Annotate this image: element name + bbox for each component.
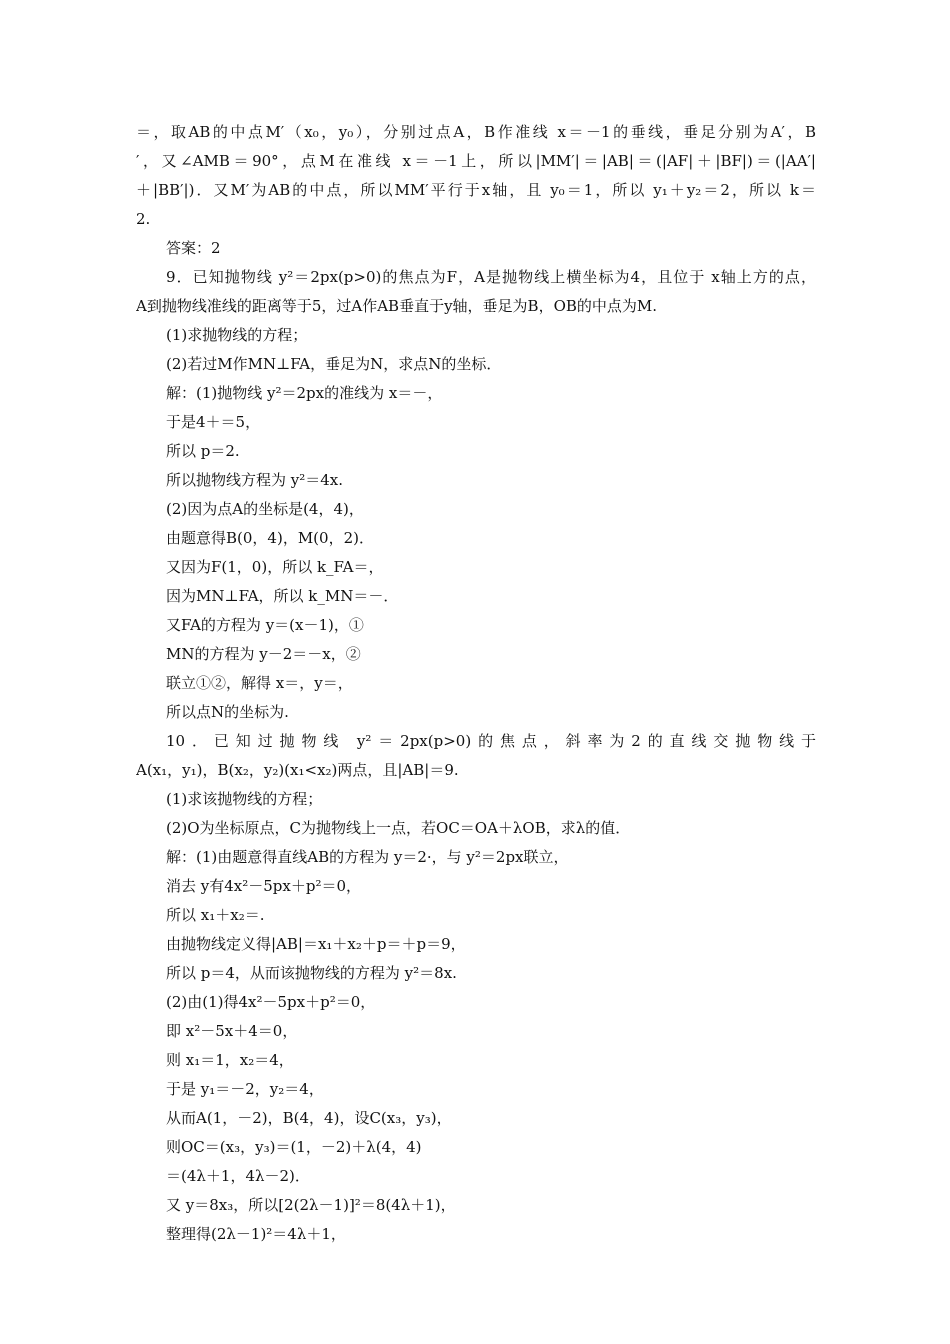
solution-line: 解：(1)由题意得直线AB的方程为 y＝2·，与 y²＝2px联立， (166, 848, 569, 866)
problem-10-part-2: (2)O为坐标原点，C为抛物线上一点，若OC＝OA＋λOB，求λ的值． (166, 819, 631, 837)
text-line: 2. (136, 210, 151, 228)
solution-line: 由抛物线定义得|AB|＝x₁＋x₂＋p＝＋p＝9， (166, 935, 466, 953)
problem-9-statement: 9．已知抛物线 y²＝2px(p>0)的焦点为F，A是抛物线上横坐标为4，且位于 x轴上方的点， (166, 268, 816, 286)
text-line: ＋|BB′|)．又M′为AB的中点，所以MM′平行于x轴，且 y₀＝1，所以 y₁＋y₂＝2，所以 k＝ (136, 181, 816, 199)
solution-line: 则 x₁＝1，x₂＝4， (166, 1051, 294, 1069)
solution-line: 又因为F(1，0)，所以 k_FA＝， (166, 558, 384, 576)
solution-line: 消去 y有4x²－5px＋p²＝0， (166, 877, 362, 895)
solution-line: 于是 y₁＝－2，y₂＝4， (166, 1080, 324, 1098)
solution-line: 联立①②，解得 x＝，y＝， (166, 674, 353, 692)
solution-line: (2)由(1)得4x²－5px＋p²＝0， (166, 993, 376, 1011)
solution-line: 又 y＝8x₃，所以[2(2λ－1)]²＝8(4λ＋1)， (166, 1196, 456, 1214)
text-line: ′，又∠AMB＝90°，点M在准线 x＝－1上，所以|MM′|＝|AB|＝(|AF|＋|BF|)＝(|AA′| (136, 152, 816, 170)
problem-9-part-2: (2)若过M作MN⊥FA，垂足为N，求点N的坐标． (166, 355, 502, 373)
solution-line: 所以 x₁＋x₂＝. (166, 906, 265, 924)
solution-line: 从而A(1，－2)，B(4，4)，设C(x₃，y₃)， (166, 1109, 452, 1127)
solution-line: 因为MN⊥FA，所以 k_MN＝－． (166, 587, 399, 605)
solution-line: 由题意得B(0，4)，M(0，2)． (166, 529, 374, 547)
solution-line: 解：(1)抛物线 y²＝2px的准线为 x＝－， (166, 384, 443, 402)
solution-line: 所以点N的坐标为. (166, 703, 289, 721)
solution-line: 于是4＋＝5， (166, 413, 261, 431)
problem-10-part-1: (1)求该抛物线的方程； (166, 790, 323, 808)
problem-9-statement-cont: A到抛物线准线的距离等于5，过A作AB垂直于y轴，垂足为B，OB的中点为M. (136, 297, 658, 315)
problem-9-part-1: (1)求抛物线的方程； (166, 326, 308, 344)
solution-line: (2)因为点A的坐标是(4，4)， (166, 500, 364, 518)
solution-line: 则OC＝(x₃，y₃)＝(1，－2)＋λ(4，4) (166, 1138, 422, 1156)
solution-line: 又FA的方程为 y＝(x－1)，① (166, 616, 364, 634)
solution-line: 所以抛物线方程为 y²＝4x. (166, 471, 344, 489)
document-body (136, 118, 816, 1249)
solution-line: 所以 p＝2. (166, 442, 240, 460)
solution-line: 所以 p＝4，从而该抛物线的方程为 y²＝8x. (166, 964, 457, 982)
problem-10-statement-cont: A(x₁，y₁)，B(x₂，y₂)(x₁<x₂)两点，且|AB|＝9. (136, 761, 459, 779)
text-line: ＝，取AB的中点M′（x₀，y₀），分别过点A，B作准线 x＝－1的垂线，垂足分别为A′，B (136, 123, 816, 141)
solution-line: ＝(4λ＋1，4λ－2)． (166, 1167, 310, 1185)
solution-line: MN的方程为 y－2＝－x，② (166, 645, 361, 663)
solution-line: 整理得(2λ－1)²＝4λ＋1， (166, 1225, 346, 1243)
problem-10-statement: 10．已知过抛物线 y²＝2px(p>0)的焦点，斜率为2的直线交抛物线于 (166, 732, 816, 750)
answer-line: 答案：2 (166, 239, 221, 257)
solution-line: 即 x²－5x＋4＝0， (166, 1022, 298, 1040)
